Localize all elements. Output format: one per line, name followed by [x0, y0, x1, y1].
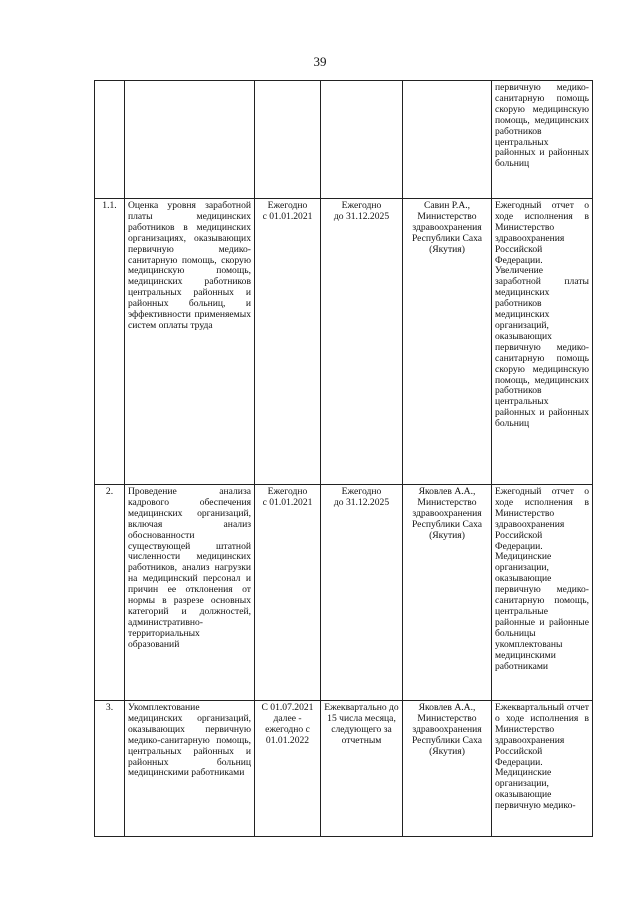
result-cell: Ежегодный отчет о ходе исполнения в Министерство здравоохранения Российской Федерации. Увеличение заработной платы медицинских работников медицинских организаций, оказывающих первичную медико-санитарную помощь скорую медицинскую помощь, медицинских работников центральных районных и районных больниц [492, 199, 593, 485]
responsible-cell: Яковлев А.А., Министерство здравоохранения Республики Саха (Якутия) [403, 485, 492, 701]
start-date-cell: Ежегодно с 01.01.2021 [255, 485, 321, 701]
responsible-cell [403, 81, 492, 199]
result-cell: первичную медико-санитарную помощь скорую медицинскую помощь, медицинских работников центральных районных и районных больниц [492, 81, 593, 199]
result-cell: Ежеквартальный отчет о ходе исполнения в Министерство здравоохранения Российской Федерации. Медицинские организации, оказывающие первичную медико- [492, 701, 593, 837]
responsible-cell: Яковлев А.А., Министерство здравоохранения Республики Саха (Якутия) [403, 701, 492, 837]
end-date-cell [321, 81, 403, 199]
responsible-cell: Савин Р.А., Министерство здравоохранения Республики Саха (Якутия) [403, 199, 492, 485]
action-cell: Укомплектование медицинских организаций, оказывающих первичную медико-санитарную помощь, центральных районных и районных больниц медицинскими работниками [125, 701, 255, 837]
start-date-cell: Ежегодно с 01.01.2021 [255, 199, 321, 485]
table-row [95, 485, 593, 701]
table-row [95, 701, 593, 837]
row-number: 3. [95, 701, 125, 837]
start-date-cell [255, 81, 321, 199]
action-cell: Оценка уровня заработной платы медицинских работников в медицинских организациях, оказывающих первичную медико-санитарную помощь, скорую медицинскую помощь, медицинских работников центральных районных и районных больниц, и эффективности применяемых систем оплаты труда [125, 199, 255, 485]
end-date-cell: Ежегодно до 31.12.2025 [321, 199, 403, 485]
end-date-cell: Ежеквартально до 15 числа месяца, следующего за отчетным [321, 701, 403, 837]
row-number: 2. [95, 485, 125, 701]
row-number [95, 81, 125, 199]
page-number: 39 [313, 54, 327, 69]
result-cell: Ежегодный отчет о ходе исполнения в Министерство здравоохранения Российской Федерации. Медицинские организации, оказывающие первичную медико-санитарную помощь, центральные районные и районные больницы укомплектованы медицинскими работниками [492, 485, 593, 701]
row-number: 1.1. [95, 199, 125, 485]
action-cell: Проведение анализа кадрового обеспечения медицинских организаций, включая анализ обоснованности существующей штатной численности медицинских работников, анализ нагрузки на медицинский персонал и причин ее отклонения от нормы в разрезе основных категорий и должностей, административно-территориальных образований [125, 485, 255, 701]
table-row [95, 81, 593, 199]
action-cell [125, 81, 255, 199]
plan-table [94, 80, 593, 837]
end-date-cell: Ежегодно до 31.12.2025 [321, 485, 403, 701]
start-date-cell: С 01.07.2021 далее - ежегодно с 01.01.2022 [255, 701, 321, 837]
table-row [95, 199, 593, 485]
